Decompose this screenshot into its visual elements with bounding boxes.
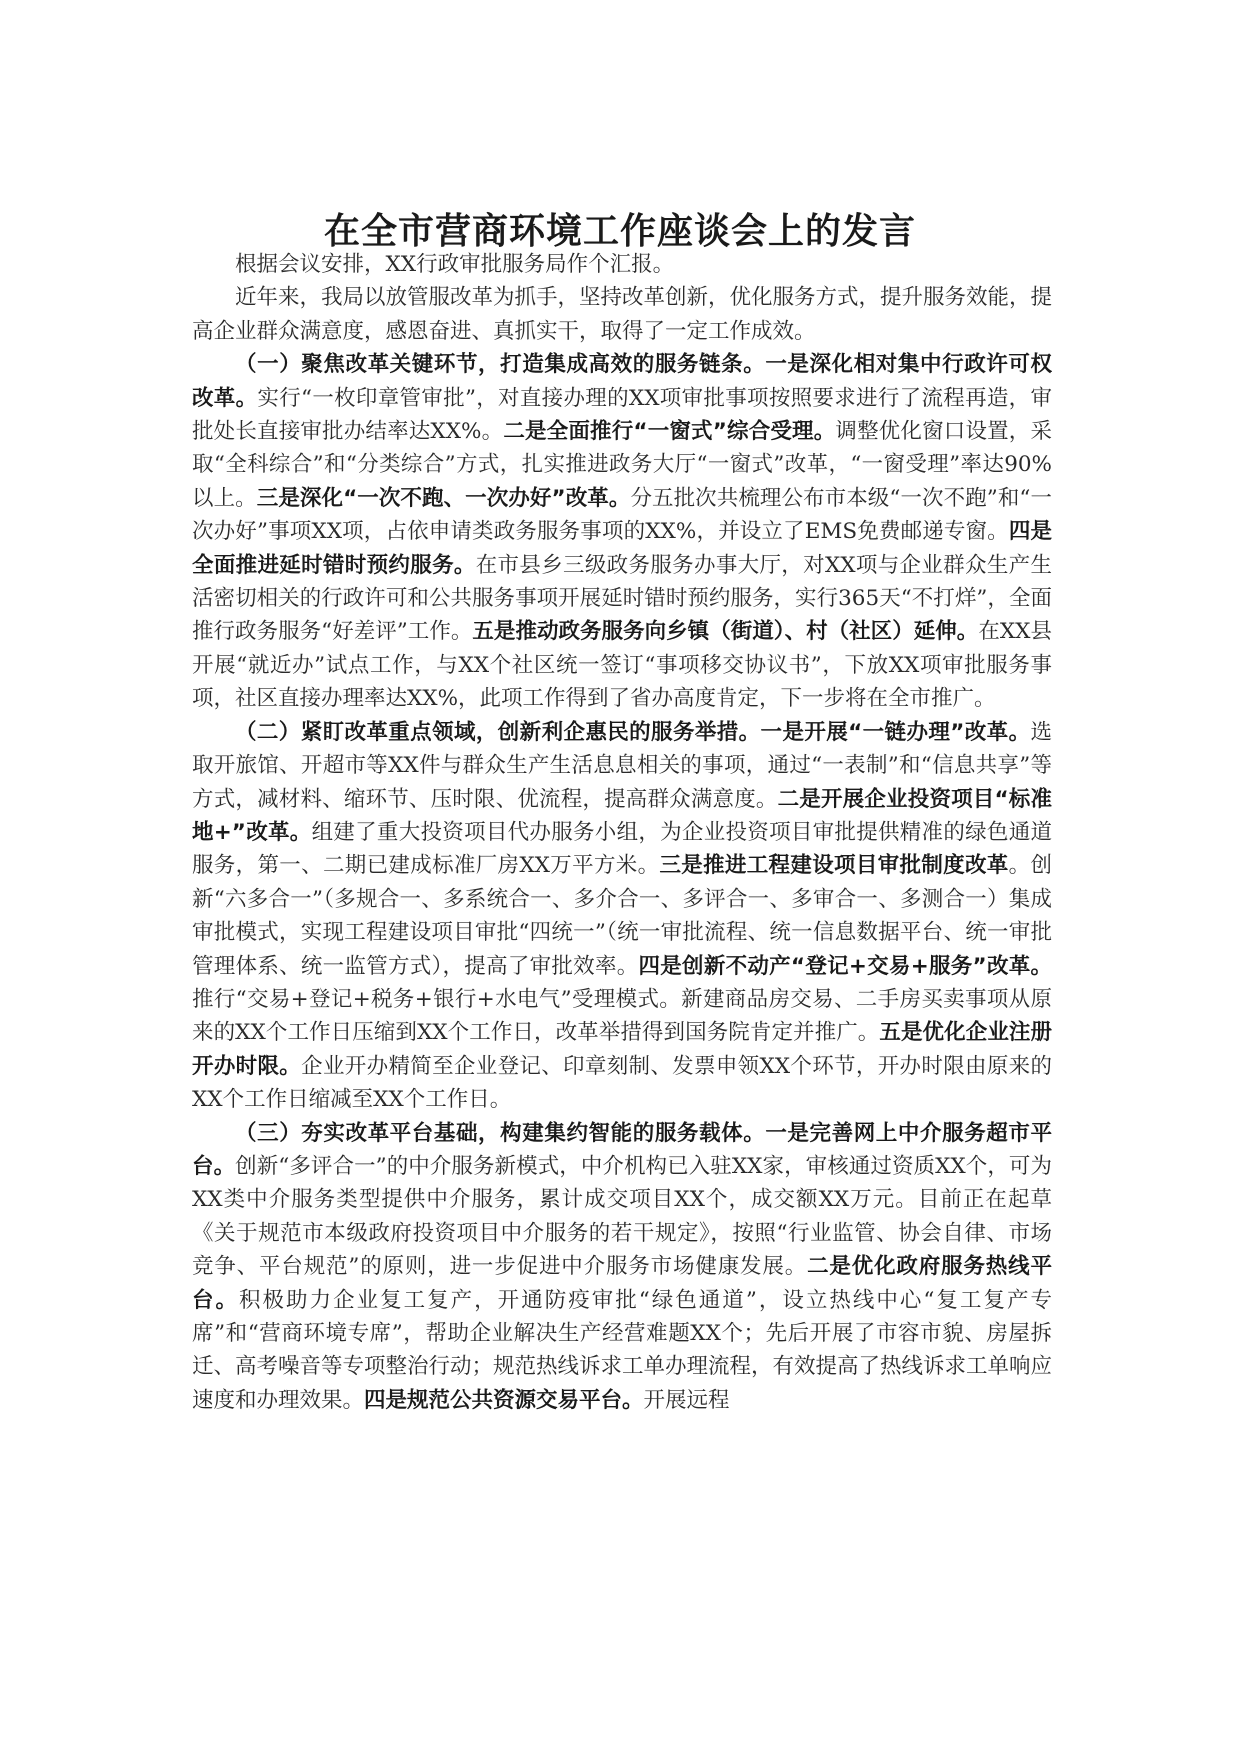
paragraph-text: 在XX县开展“就近办”试点工作，与XX个社区统一签订“事项移交协议书”，下放XX项审批服务事项，社区直接办理率达XX%，此项工作得到了省办高度肯定，下一步将在全市推广。 [192,619,1052,712]
bold-heading-text: 二是优化政府服务热线平台。 [192,1254,1052,1313]
paragraph-text: 。创新“六多合一”（多规合一、多系统合一、多介合一、多评合一、多审合一、多测合一）集成审批模式，实现工程建设项目审批“四统一”（统一审批流程、统一信息数据平台、统一审批管理体系、统一监管方式），提高了审批效率。 [192,853,1052,979]
paragraph [192,348,1052,715]
bold-heading-text: （二）紧盯改革重点领域，创新利企惠民的服务举措。 [235,719,761,745]
paragraph-text: 选取开旅馆、开超市等XX件与群众生产生活息息相关的事项，通过“一表制”和“信息共享”等方式，减材料、缩环节、压时限、优流程，提高群众满意度。 [192,719,1052,812]
paragraph-text: 实行“一枚印章管审批”，对直接办理的XX项审批事项按照要求进行了流程再造，审批处长直接审批办结率达XX%。 [192,385,1052,445]
paragraph-text: 开展远程 [643,1387,730,1413]
paragraph-text: 分五批次共梳理公布市本级“一次不跑”和“一次办好”事项XX项，占依申请类政务服务事项的XX%，并设立了EMS免费邮递专窗。 [192,485,1052,545]
paragraph-text: 在市县乡三级政务服务办事大厅，对XX项与企业群众生产生活密切相关的行政许可和公共服务事项开展延时错时预约服务，实行365天“不打烊”，全面推行政务服务“好差评”工作。 [192,552,1052,645]
bold-heading-text: 五是优化企业注册开办时限。 [192,1020,1052,1079]
paragraph-text: 近年来，我局以放管服改革为抓手，坚持改革创新，优化服务方式，提升服务效能，提高企业群众满意度，感恩奋进、真抓实干，取得了一定工作成效。 [192,285,1053,344]
bold-heading-text: 四是创新不动产“登记+交易+服务”改革。 [638,953,1052,979]
bold-heading-text: 二是全面推行“一窗式”综合受理。 [503,419,836,445]
bold-heading-text: 二是开展企业投资项目“标准地+”改革。 [192,786,1052,845]
bold-heading-text: 三是深化“一次不跑、一次办好”改革。 [256,485,631,511]
paragraph-text: 组建了重大投资项目代办服务小组，为企业投资项目审批提供精准的绿色通道服务，第一、二期已建成标准厂房XX万平方米。 [192,819,1052,879]
document-body [192,248,1052,1417]
bold-heading-text: 一是深化相对集中行政许可权改革。 [192,352,1052,411]
document-title: 在全市营商环境工作座谈会上的发言 [323,211,916,252]
paragraph [192,716,1052,1117]
paragraph [192,281,1052,348]
paragraph-text: 调整优化窗口设置，采取“全科综合”和“分类综合”方式，扎实推进政务大厅“一窗式”改革，“一窗受理”率达90%以上。 [192,419,1052,511]
bold-heading-text: （一）聚焦改革关键环节，打造集成高效的服务链条。 [235,352,766,378]
bold-heading-text: 三是推进工程建设项目审批制度改革 [659,853,1009,879]
paragraph [192,248,1052,281]
bold-heading-text: （三）夯实改革平台基础，构建集约智能的服务载体。 [235,1120,766,1146]
bold-heading-text: 一是完善网上中介服务超市平台。 [192,1120,1052,1179]
bold-heading-text: 四是全面推进延时错时预约服务。 [192,519,1052,578]
paragraph [192,1117,1052,1418]
paragraph-text: 创新“多评合一”的中介服务新模式，中介机构已入驻XX家，审核通过资质XX个，可为 XX类中介服务类型提供中介服务，累计成交项目XX个，成交额XX万元。目前正在起草《关于规范市本级政府投资项目中介服务的若干规定》，按照“行业监管、协会自律、市场竞争、平台规范”的原则，进一步促进中介服务市场健康发展。 [192,1153,1052,1280]
bold-heading-text: 一是开展“一链办理”改革。 [760,719,1031,745]
bold-heading-text: 四是规范公共资源交易平台。 [364,1387,644,1413]
bold-heading-text: 五是推动政务服务向乡镇（街道）、村（社区）延伸。 [472,619,979,645]
paragraph-text: 推行“交易+登记+税务+银行+水电气”受理模式。新建商品房交易、二手房买卖事项从原来的XX个工作日压缩到XX个工作日，改革举措得到国务院肯定并推广。 [192,986,1052,1046]
paragraph-text: 积极助力企业复工复产，开通防疫审批“绿色通道”，设立热线中心“复工复产专席”和“营商环境专席”，帮助企业解决生产经营难题XX个；先后开展了市容市貌、房屋拆迁、高考噪音等专项整治行动；规范热线诉求工单办理流程，有效提高了热线诉求工单响应速度和办理效果。 [192,1287,1053,1413]
paragraph-text: 企业开办精简至企业登记、印章刻制、发票申领XX个环节，开办时限由原来的XX个工作日缩减至XX个工作日。 [192,1053,1052,1113]
paragraph-text: 根据会议安排，XX行政审批服务局作个汇报。 [235,252,675,277]
